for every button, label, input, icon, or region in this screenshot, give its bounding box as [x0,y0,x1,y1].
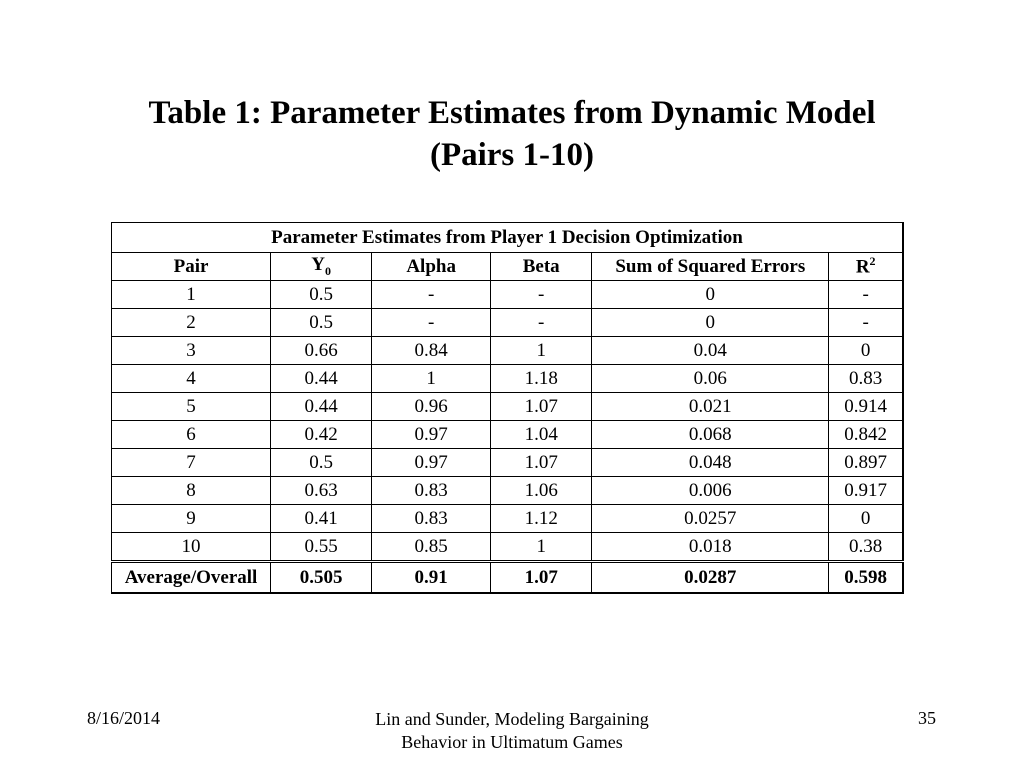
slide-title-line-2: (Pairs 1-10) [429,137,595,173]
table-row [112,477,904,505]
table-caption-row [112,223,904,253]
table-row [112,309,904,337]
cell-sse: 0.018 [592,533,829,562]
header-pair: Pair [112,253,271,281]
cell-r2: - [829,309,903,337]
cell-beta: 1.07 [491,449,592,477]
table-row [112,365,904,393]
parameter-estimates-table [111,222,904,594]
slide-title-line-1: Table 1: Parameter Estimates from Dynamic Model [148,95,876,131]
cell-r2: 0.83 [829,365,903,393]
header-beta: Beta [491,253,592,281]
cell-beta: 1.04 [491,421,592,449]
footer-citation-line-1: Lin and Sunder, Modeling Bargaining [375,709,649,729]
cell-alpha: 0.97 [372,421,491,449]
cell-average-y0: 0.505 [271,562,372,594]
table-row [112,281,904,309]
cell-average-label: Average/Overall [112,562,271,594]
cell-y0: 0.44 [271,393,372,421]
cell-sse: 0.021 [592,393,829,421]
cell-alpha: 0.83 [372,505,491,533]
cell-y0: 0.5 [271,309,372,337]
table-row [112,449,904,477]
cell-alpha: - [372,281,491,309]
table-caption: Parameter Estimates from Player 1 Decision Optimization [112,223,904,253]
cell-y0: 0.66 [271,337,372,365]
cell-sse: 0 [592,309,829,337]
cell-pair: 2 [112,309,271,337]
cell-average-sse: 0.0287 [592,562,829,594]
cell-y0: 0.5 [271,449,372,477]
cell-alpha: 0.96 [372,393,491,421]
cell-r2: 0 [829,337,903,365]
cell-pair: 5 [112,393,271,421]
cell-sse: 0.006 [592,477,829,505]
cell-sse: 0.048 [592,449,829,477]
table-row [112,421,904,449]
table-row [112,337,904,365]
cell-pair: 7 [112,449,271,477]
header-r2-superscript: 2 [869,254,876,269]
slide-title [0,92,1024,176]
table-header-row [112,253,904,281]
cell-beta: 1.07 [491,393,592,421]
cell-sse: 0.068 [592,421,829,449]
cell-y0: 0.41 [271,505,372,533]
cell-r2: - [829,281,903,309]
footer-date: 8/16/2014 [87,708,161,728]
cell-pair: 8 [112,477,271,505]
cell-sse: 0 [592,281,829,309]
average-row [112,562,904,594]
cell-pair: 3 [112,337,271,365]
cell-beta: - [491,309,592,337]
table-row [112,393,904,421]
header-sse: Sum of Squared Errors [592,253,829,281]
cell-average-beta: 1.07 [491,562,592,594]
cell-r2: 0 [829,505,903,533]
header-r2 [829,253,903,281]
cell-y0: 0.42 [271,421,372,449]
header-y0-base: Y [311,254,325,276]
table-row [112,505,904,533]
footer-citation [312,708,712,754]
cell-r2: 0.842 [829,421,903,449]
header-y0 [271,253,372,281]
cell-y0: 0.55 [271,533,372,562]
cell-r2: 0.914 [829,393,903,421]
footer-citation-line-2: Behavior in Ultimatum Games [401,732,623,752]
cell-beta: - [491,281,592,309]
cell-alpha: 0.97 [372,449,491,477]
cell-sse: 0.0257 [592,505,829,533]
cell-alpha: 0.84 [372,337,491,365]
cell-beta: 1.18 [491,365,592,393]
cell-r2: 0.38 [829,533,903,562]
cell-pair: 10 [112,533,271,562]
table-row [112,533,904,562]
cell-r2: 0.917 [829,477,903,505]
cell-sse: 0.04 [592,337,829,365]
cell-alpha: 1 [372,365,491,393]
cell-beta: 1 [491,337,592,365]
cell-alpha: 0.83 [372,477,491,505]
cell-average-alpha: 0.91 [372,562,491,594]
cell-alpha: 0.85 [372,533,491,562]
cell-pair: 6 [112,421,271,449]
cell-y0: 0.5 [271,281,372,309]
cell-sse: 0.06 [592,365,829,393]
cell-beta: 1.06 [491,477,592,505]
cell-r2: 0.897 [829,449,903,477]
cell-pair: 9 [112,505,271,533]
cell-y0: 0.44 [271,365,372,393]
cell-beta: 1 [491,533,592,562]
cell-y0: 0.63 [271,477,372,505]
cell-pair: 1 [112,281,271,309]
cell-beta: 1.12 [491,505,592,533]
cell-average-r2: 0.598 [829,562,903,594]
header-alpha: Alpha [372,253,491,281]
cell-alpha: - [372,309,491,337]
header-y0-subscript: 0 [324,263,331,278]
footer-page-number: 35 [918,708,936,728]
cell-pair: 4 [112,365,271,393]
header-r2-base: R [855,256,870,278]
